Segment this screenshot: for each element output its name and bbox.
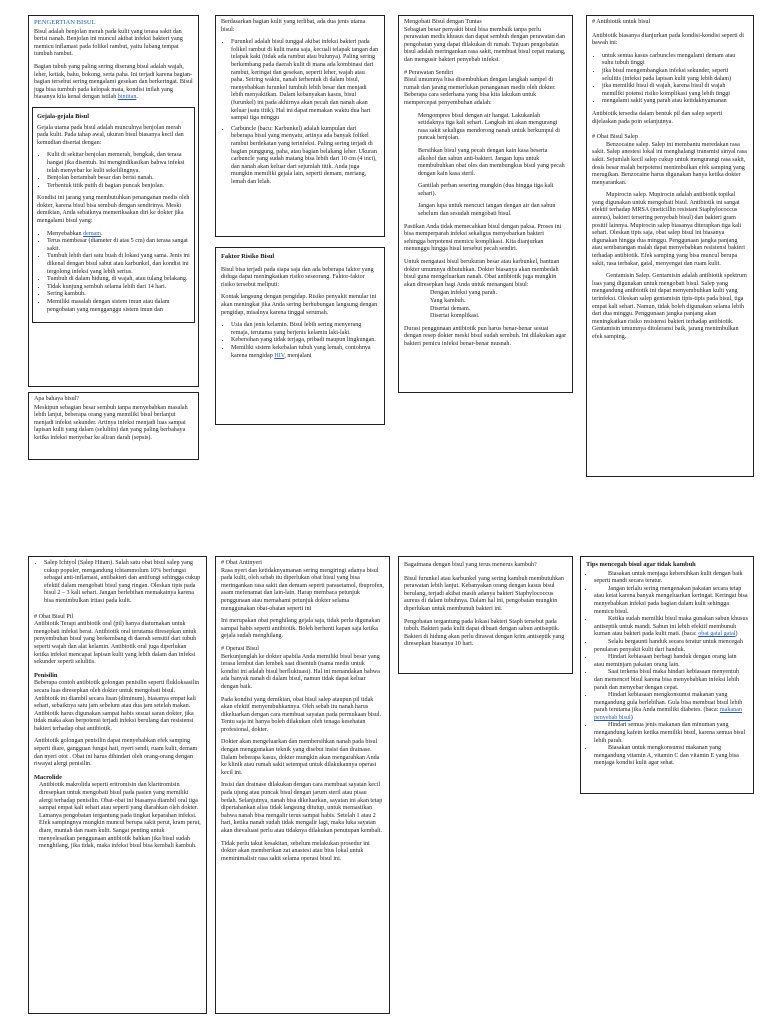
paragraph: Bisul bisa terjadi pada siapa saja dan ada beberapa faktor yang diduga dapat meningkatkan risiko seseorang. Faktor-faktor risiko tersebut meliputi: [221, 266, 374, 288]
link-obat-gatal[interactable]: obat gatal gatal [698, 631, 736, 638]
list-item: • Sering kambuh. [47, 291, 190, 299]
list-item: • Hindari kebiasaan berbagi handuk dengan orang lain atau meminjam pakaian orang lain. [594, 654, 748, 669]
link-bintitan[interactable]: bintitan [117, 94, 137, 101]
paragraph: Pada kondisi yang demikian, obat bisul salep ataupun pil tidak akan efektif menyembuhkannya. Oleh sebab itu nanah harus dikeluarkan dengan cara membuat sayatan pada permukaan bisul. Tentu saja ini hanya boleh dilakukan oleh tenaga kesehatan profesional, dokter. [221, 696, 382, 733]
card-antibiotik [586, 15, 754, 477]
list-item: Dengan infeksi yang parah. [430, 290, 498, 297]
list-item: • Selalu bergaunti handuk secara teratur untuk mencegah penularan penyakit kulit dari handuk. [594, 639, 748, 654]
card-mengobati [398, 15, 573, 393]
paragraph: Gantilah perban sesering mungkin (dua hingga tiga kali sehari). [418, 183, 554, 197]
list-item: • Jangan terlalu sering mengenakan pakaian secara tetap atau ketat karena banyak mengeluarkan keringat. Keringat bisa menyebabkan infeksi pada bagian dalam kulit sehingga memicu bisul. [594, 586, 748, 616]
list-item: • Terbentuk titik putih di bagian puncak benjolan. [47, 183, 190, 191]
paragraph: Untuk mengatasi bisul berukuran besar atau karbunkel, bantuan dokter umumnya dibutuhkan. Dokter biasanya akan membedah bisul guna mengeluarkan nanah. Obat antibiotik juga mungkin akan diresepkan bagi Anda untuk menangani bisul: [404, 259, 560, 288]
list-item: • Terus membesar (diameter di atas 5 cm) dan terasa sangat sakit. [47, 238, 190, 253]
paragraph: Berkunjunglah ke dokter apabila Anda memiliki bisul besar yang terasa lembut dan lembek saat disentuh (nama medis untuk kondisi ini adalah bisul berfluktuasi). Hal ini menandakan bahwa ada banyak nanah di dalam bisul, namun tidak dapat keluar dengan baik. [221, 653, 380, 690]
list-item: Disertai demam. [430, 305, 471, 312]
section-title: Apa bahaya bisul? [34, 396, 80, 402]
paragraph: Bisul umumnya bisa disembuhkan dengan langkah sampel di rumah dan jarang memerlukan penanganan medis oleh dokter. Beberapa cara sederhana yang bisa kita lakukan untuk mempercepat penyembuhan adalah: [404, 77, 556, 106]
section-title: Macrolide [34, 773, 62, 781]
list-item: Yang kambuh. [430, 298, 466, 304]
card-salep-pil [28, 556, 207, 1014]
paragraph: Bisul furunkel atau karbunkel yang sering kambuh membutuhkan perawatan lebih lanjut. Kebanyakan orang dengan kasus bisul berulang, terjadi akibat masih adanya bakteri Staphylococcus aureus di dalam tubuhnya. Dalam hal ini, pengobatan mungkin diperlukan untuk membunuh bakteri ini. [404, 575, 564, 612]
list-item: • Salep Ichtyol (Salep Hitam). Salah satu obat bisul salep yang cukup populer, mengandung ichtammolum 10% berfungsi sebagai anti-inflamasi, antibakteri dan antifungi sehingga cukup efektif dalam mengobati bisul yang ringan. Oleskan tipis pada bisul 2 – 3 kali sehari. Jangan berlebihan memakainya karena bisa menimbulkan iritasi pada kulit. [44, 560, 201, 606]
paragraph: Benzocaine salep. Salep ini membantu meredakan rasa sakit. Salep anestesi lokal ini menghalangi transmisi sinyal rasa sakit. Sejumlah kecil salep cukup untuk mengurangi rasa sakit, dosis besar malah berpotensi menimbulkan efek samping yang merugikan. Benzocaine harus digunakan hanya ketika dokter menyarankan. [592, 141, 747, 186]
card-bahaya [28, 392, 199, 460]
list-item: • jika memiliki bisul di wajah, karena bisul di wajah memiliki potensi risiko komplikasi yang lebih tinggi [602, 83, 748, 98]
list-item: • Biasakan untuk menjaga kebersihkan kulit dengan baik seperti mandi secara teratur. [594, 571, 748, 586]
list [34, 560, 201, 606]
list-item: Disertai komplikasi. [430, 313, 480, 320]
list-item: • Memiliki sistem kekebalan tubuh yang lemah, contohnya karena mengidap HIV, menjalani [231, 345, 379, 360]
list-item: • Kebersihan yang tidak terjaga, pribadi maupun lingkungan. [231, 337, 379, 345]
section-title: Gejala-gejala Bisul [37, 112, 90, 120]
section-title: # Antibiotik untuk bisul [592, 19, 651, 25]
link-makanan-penyebab-bisul[interactable]: makanan penyebab bisul [594, 707, 742, 721]
paragraph: Mupirocin salep. Mupirocin adalah antibiotik topikal yang digunakan untuk mengobati bisul. Antibiotik ini sangat efektif terhadap MRSA (meticillin resistant Staphylococcus aureus), bakteri tersering penyebab bisul) dan bakteri gram positif lainnya. Mupirocin salep biasanya diterapkan tiga kali sehari. Oleskan tipis saja, obat salep bisul ini biasanya digunakan hingga dua minggu. Penggunaan jangka panjang atau sembarangan malah dapat menyebabkan resistensi bakteri terhadap antibiotik. Efek samping yang bisa muncul berupa sakit, rasa terbakar, gatal, menyengat dan ruam kulit. [592, 192, 745, 267]
paragraph: Kondisi ini jarang yang membutuhkan penanganan medis oleh dokter, karena bisul bisa sembuh dengan sendirinya. Meski demikian, Anda sebaiknya memeriksakan diri ke dokter jika mengalami bisul yang: [37, 195, 190, 225]
section-title: # Operasi Bisul [221, 645, 259, 652]
paragraph: Antibiotik tersedia dalam bentuk pil dan salep seperti dijelaskan pada poin selanjutnya. [592, 110, 723, 125]
paragraph: Kontak langsung dengan pengidap. Risiko penyakit menular ini akan meningkat jika Anda sering berhubungan langsung dengan pengidap, misalnya karena tinggal serumah. [221, 294, 378, 316]
list [586, 571, 748, 768]
list [221, 322, 379, 360]
gejala-box [32, 107, 195, 323]
list-item: • Memiliki masalah dengan sistem imun atau dalam pengobatan yang mengganggu sistem imun dan [47, 299, 190, 314]
paragraph: Ini merupakan obat penghilang gejala saja, tidak perlu digunakan sampai habis seperti antibiotik. Boleh berhenti kapan saja ketika gejala sudah menghilang. [221, 618, 381, 640]
paragraph: Pengobatan tergantung pada lokasi bakteri Staph tersebut pada tubuh. Bakteri pada kulit dapat dibuati dengan sabun antiseptik. Bakteri di hidung akan perlu dirawat dengan krim antiseptik yang diresepkan biasanya 10 hari. [404, 618, 565, 648]
paragraph: Antibiotik makrolida seperti eritromisin dan klaritromisin diresepkan untuk mengobati bisul pada pasien yang memiliki alergi terhadap penisilin. Obat-obat ini biasanya diambil oral tiga sampai empat kali sehari atau seperti yang diarahkan oleh dokter. Lamanya pengobatan tergantung pada tingkat keparahan infeksi. Efek sampingnya mungkin muncul berupa sakit perut, kram perut, diare, muntah dan ruam kulit. Sangat penting untuk menyelesaikan penggunaan antibiotik bahkan jika bisul sudah menghilang, jika tidak, maka infeksi bisul bisa kembali kambuh. [39, 782, 201, 850]
section-title: # Perawatan Sendiri [404, 69, 454, 76]
section-title: # Obat Antinyeri [221, 560, 262, 566]
section-title: Mengobati Bisul dengan Tuntas [404, 19, 482, 25]
paragraph: Berdasarkan bagian kulit yang terlibat, ada dua jenis utama bisul: [221, 19, 366, 33]
list-item: • Menyebabkan demam. [47, 231, 190, 239]
card-antinyeri-operasi [215, 556, 390, 1014]
list-item: • Biasakan untuk mengkonsumsi makanan yang mengandung vitamin A, vitamin C dan vitamin E yang bisa menjaga kondisi kulit agar sehat. [594, 745, 748, 768]
list-item: • Furunkel adalah bisul tunggal akibat infeksi bakteri pada folikel rambut di kulit mana saja, kecuali telapak tangan dan telapak kaki (tidak ada rambut atau bulunya). Paling sering berkembang pada daerah kulit di mana ada kombinasi dari rambut, keringat dan gesekan, seperti leher, wajah atau paha. Seiring waktu, nanah terbentuk di dalam bisul, menyebabkan furunkel tumbuh lebih besar dan menjadi lebih menyakitkan. Dalam kebanyakan kasus, bisul (furunkel) ini pada akhirnya akan pecah dan nanah akan keluar (satu titik). Hal ini dapat memakan waktu dua hari sampai tiga minggu [231, 39, 379, 123]
paragraph: Mengompres bisul dengan air hangat. Lakukanlah setidaknya tiga kali sehari. Langkah ini akan mengurangi rasa sakit sekaligus mendorong nanah untuk berkumpul di puncak benjolan. [418, 112, 560, 142]
list-item: • Saat terkena bisul maka hindari kebiasaan menyentuh dan memencet bisul karena bisa menyebabkan infeksi lebih parah dan menyebar dengan cepat. [594, 669, 748, 692]
card-jenis-bisul [215, 15, 385, 237]
list-item: • Tumbuh di dalam hidung, di wajah, atau tulang belakang. [47, 276, 190, 284]
list [37, 152, 190, 190]
section-title: Tips mencegah bisul agar tidak kambuh [586, 561, 696, 568]
paragraph: Durasi penggunaan antibiotik pun harus benar-benar sesuai dengan resep dokter meski bisul sudah sembuh. Ini dilakukan agar bakteri pemicu infeksi benar-benar musnah. [404, 325, 567, 347]
card-faktor-risiko [215, 247, 385, 425]
list-item: • mengalami sakit yang parah atau ketidaknyamanan [602, 98, 748, 106]
paragraph: Gejala utama pada bisul adalah munculnya benjolan merah pada kulit. Pada tahap awal, ukuran bisul biasanya kecil dan kemudian disertai dengan: [37, 124, 184, 146]
card-pengertian [28, 15, 199, 387]
paragraph: Rasa nyeri dan ketidaknyamanan sering mengiringi adanya bisul pada kulit, oleh sebab itu diperlukan obat bisul yang bisa meringankan rasa sakit dan demam seperti parasetamol, ibuprofen, asam mefenamat dan lain-lain. Harap membaca petunjuk penggunaan atau memahami petunjuk dokter selama menggunakan obat-obatan seperti ini [221, 567, 384, 612]
list [221, 39, 379, 186]
list-item: • Tumbuh lebih dari satu buah di lokasi yang sama. Jenis ini dikenal dengan bisul sabut atau karbunkel, dan kondisi ini tergolong infeksi yang lebih serius. [47, 253, 190, 276]
section-title: Bagaimana dengan bisul yang terus menerus kambuh? [404, 562, 537, 568]
section-title: # Obat Bisul Salep [592, 134, 638, 141]
paragraph: Jangan lupa untuk mencuci tangan dengan air dan sabun sebelum dan sesudah mengobati bisul. [418, 203, 556, 218]
list [37, 231, 190, 315]
paragraph: Bisul adalah benjolan merah pada kulit yang terasa sakit dan berisi nanah. Benjolan ini muncul akibat infeksi bakteri yang memicu inflamasi pada folikel rambut, yaitu lubang tempat tumbuh rambut. [34, 28, 183, 58]
paragraph: Pastikan Anda tidak memecahkan bisul dengan paksa. Proses ini bisa memperparah infeksi sekaligus menyebarkan bakteri sehingga berpotensi memicu komplikasi. Kita dianjurkan menunggu hingga bisul tersebut pecah sendiri. [404, 223, 562, 253]
link-hiv[interactable]: HIV [274, 352, 285, 359]
list-item: • jika bisul mengembangkan infeksi sekunder, seperti selulitis (infeksi pada lapisan kulit yang lebih dalam) [602, 68, 748, 83]
section-title: Faktor Risiko Bisul [221, 253, 275, 260]
paragraph: Bersihkan bisul yang pecah dengan kain kasa beserta alkohol dan sabun anti-bakteri. Jangan lupa untuk membubuhkan obat oles dan membungkus bisul yang pecah dengan kain kasa steril. [418, 147, 565, 177]
link-demam[interactable]: demam [83, 230, 101, 237]
paragraph: Antibiotik golongan penisilin dapat menyebabkan efek samping seperti diare, gangguan fungsi hati, nyeri sendi, ruam kulit, demam dan nyeri otot . Obat ini harus dihindari oleh orang-orang dengan riwayat alergi penisilin. [34, 738, 198, 768]
paragraph: Antibiotik biasanya dianjurkan pada kondisi-kondisi seperti di bawah ini: [592, 32, 744, 47]
list [404, 290, 567, 320]
paragraph: Dokter akan mengeluarkan dan membersihkan nanah pada bisul dengan menggunakan teknik yang disebut insisi dan drainase. Dalam beberapa kasus, dokter mungkin akan mengarahkan Anda ke klinik atau rumah sakit setempat untuk dilakukannya operasi kecil ini. [221, 739, 380, 776]
paragraph: Antibiotik Terapi antibiotik oral (pil) hanya diaturnakan untuk mengobati infeksi berat. Antibiotik oral terutama diresepkan untuk penyembuhan bisul yang berkembang di daerah sensitif dari tubuh seperti wajah dan alat kelamin. Antibiotik oral juga diperlukan ketika infeksi mencapai lapisan kulit yang lebih dalam dan infeksi sekunder seperti selulitis. [34, 621, 197, 666]
list [592, 53, 748, 106]
list-item: • Hindari kebiasaan mengkonsumsi makanan yang mengandung gula berlebihan. Gula bisa membuat bisul lebih parah terutama jika Anda memiliki diabetes. (baca: makanan penyebab bisul) [594, 692, 748, 722]
list-item: • Carbuncle (bacu: Karbunkel) adalah kumpulan dari beberapa bisul yang menyatu, artinya ada banyak folikel rambut berdekatan yang terinfeksi. Paling sering terjadi di bagian punggung, paha, atau bagian belakang leher. Ukuran carbuncle yang sudah matang bisa lebih dari 10 cm (4 inci), dan nanah akan keluar dari sejumlah titik. Anda juga mungkin memiliki gejala lain, seperti demam, meriang, lemah dan lelah. [231, 126, 379, 187]
paragraph: Insisi dan drainase dilakukan dengan cara membuat sayatan kecil pada ujung atau puncak bisul dengan jarum steril atau pisau bedah. Selanjutnya, nanah bisa dikeluarkan, sayatan ini akan tetap dipertahankan alias tidak langsung ditutup, untuk memastikan bahwa nanah bisa mengalir terus sampai habis. Setelah 1 atau 2 hari, ketika nanah sudah tidak mengalir lagi, maka luka sayatan akan dievaluasi perlu atau tidaknya dilakukan penutupan kembali. [221, 782, 383, 834]
list-item: • Tidak kunjung sembuh selama lebih dari 14 hari. [47, 284, 190, 292]
section-title: PENGERTIAN BISUL [34, 19, 96, 26]
paragraph: Gentamisin Salep. Gentamisin adalah antibiotik spektrum luas yang digunakan untuk mengobati bisul. Salep yang mengandung antibiotik ini dapat menyembuhkan kulit yang terinfeksi. Oleskan salep gentamisin tipis-tipis pada bisul, tiga empat kali sehari. Namun, tidak boleh digunakan selama lebih dari dua minggu. Penggunaan jangka panjang akan meningkatkan risiko resistensi bakteri terhadap antibiotik. Gentamisin umumnya ditoleransi baik, jarang menimbulkan efek samping. [592, 273, 747, 340]
paragraph: Tidak perlu takut kesakitan, sebelum melakukan prosedur ini dokter akan memberikan zat anastesi atau bius lokal untuk meminimalisir rasa sakit selama operasi bisul ini. [221, 840, 370, 862]
paragraph: Bagian tubuh yang paling sering diserang bisul adalah wajah, leher, ketiak, bahu, bokong, serta paha. Ini terjadi karena bagian-bagian tersebut sering mengalami gesekan dan berkeringat. Bisul juga bisa tumbuh pada kelopak mata, kondisi inilah yang biasanya kita kenal dengan istilah bintitan. [34, 63, 193, 101]
list-item: • Kulit di sekitar benjolan memerah, bengkak, dan terasa hangat jika disentuh. Ini mengindikasikan bahwa infeksi telah menyebar ke kulit sekelilingnya. [47, 152, 190, 175]
card-bisul-kambuh [398, 556, 573, 674]
paragraph: Beberapa contoh antibiotik golongan penisilin seperti flukloksasilin secara luas diresepkan oleh dokter untuk mengobati bisul. Antibiotik ini diambil secara lisan (diminum), biasanya empat kali sehari, sebaiknya satu jam sebelum atau dua jam setelah makan. Antibiotik harus digunakan sampai habis sesuai saran dokter, jika tidak maka akan berpotensi terjadi infeksi berulang dan resistensi bakteri terhadap obat antibiotik. [34, 680, 200, 732]
paragraph: Sebagian besar penyakit bisul bisa membaik tanpa perlu perawatan medis khusus dan dapat sembuh dengan perawatan dan pengobatan yang dapat dilakukan di rumah. Tujuan pengobatan bisul adalah meringankan rasa sakit, membuat bisul cepat matang, dan mengusir bakteri penyebab infeksi. [404, 26, 566, 63]
list-item: • Benjolan bertambah besar dan berisi nanah. [47, 175, 190, 183]
section-title: Penisilin [34, 671, 58, 679]
list-item: • Hindari semua jenis makanan dan minuman yang mengandung kafein ketika memiliki bisul, karena semua bisul lebih parah. [594, 722, 748, 745]
section-title: # Obat Bisul Pil [34, 613, 74, 620]
paragraph: Meskipun sebagian besar sembuh tanpa menyebabkan masalah lebih lanjut, beberapa orang yang memiliki bisul berlanjut menjadi infeksi sekunder. Artinya infeksi menjadi luas sampai lapisan kulit yang dalam (selulitis) dan yang paling berbahaya ketika infeksi menyebar ke aliran darah (sepsis). [34, 404, 188, 441]
list-item: • untuk semua kasus carbuncles mengalami demam atau suhu tubuh tinggi [602, 53, 748, 68]
list-item: • Usia dan jenis kelamin. Bisul lebih sering menyerang remaja, terutama yang berjenis kelamin laki-laki. [231, 322, 379, 337]
card-tips [580, 556, 754, 794]
list-item: • Ketika sudah memiliki bisul maka gunakan sabun khusus antiseptik untuk mandi. Sabun ini lebih efektif membunuh kuman atau bakteri pada kulit mati. (baca: obat gatal gatal) [594, 616, 748, 639]
